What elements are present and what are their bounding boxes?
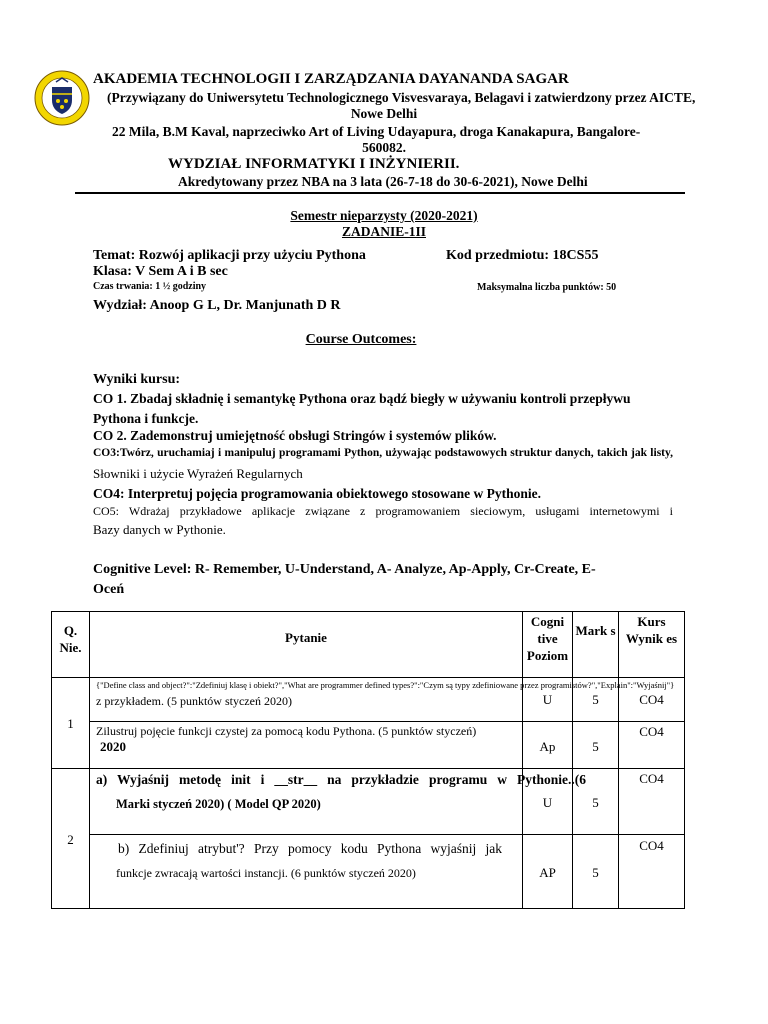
header-outcome: Kurs Wynik es — [625, 614, 678, 646]
institution-name: AKADEMIA TECHNOLOGII I ZARZĄDZANIA DAYANANDA SAGAR — [93, 71, 569, 87]
marks-value: 5 — [592, 692, 599, 707]
course-outcomes-heading: Course Outcomes: — [305, 332, 417, 347]
header-marks: Mark s — [575, 623, 616, 638]
max-marks: Maksymalna liczba punktów: 50 — [477, 282, 617, 293]
outcome-co1: CO 1. Zbadaj składnię i semantykę Pythona oraz bądź biegły w używaniu kontroli przepływu Pythona i funkcje. — [93, 391, 631, 426]
subject-line: Temat: Rozwój aplikacji przy użyciu Pythona — [93, 248, 366, 263]
outcome-co3-cont: Słowniki i użycie Wyrażeń Regularnych — [93, 466, 303, 481]
question-text-cont: funkcje zwracają wartości instancji. (6 punktów styczeń 2020) — [116, 866, 416, 880]
course-outcome: CO4 — [639, 692, 664, 707]
outcome-co5: CO5: Wdrażaj przykładowe aplikacje związane z programowaniem sieciowym, usługami internetowymi i — [93, 504, 673, 518]
marks-value: 5 — [592, 739, 599, 754]
class-line: Klasa: V Sem A i B sec — [93, 264, 228, 279]
semester-title: Semestr nieparzysty (2020-2021) — [290, 208, 478, 223]
question-text: Zilustruj pojęcie funkcji czystej za pomocą kodu Pythona. (5 punktów styczeń) — [96, 724, 477, 738]
cognitive-levels: Cognitive Level: R- Remember, U-Understand, A- Analyze, Ap-Apply, Cr-Create, E-Oceń — [93, 562, 596, 597]
outcomes-intro: Wyniki kursu: — [93, 372, 181, 387]
header-divider — [75, 192, 685, 194]
marks-value: 5 — [592, 795, 599, 810]
cognitive-level: U — [542, 692, 553, 707]
question-text-cont: 2020 — [100, 739, 126, 754]
affiliation-text: (Przywiązany do Uniwersytetu Technologicznego Visvesvaraya, Belagavi i zatwierdzony przez AICTE, — [107, 90, 696, 105]
accreditation-text: Akredytowany przez NBA na 3 lata (26-7-18 do 30-6-2021), Nowe Delhi — [178, 174, 588, 189]
course-outcome: CO4 — [639, 724, 664, 739]
outcome-co3: CO3:Twórz, uruchamiaj i manipuluj programami Python, używając podstawowych struktur danych, takich jak listy, — [93, 447, 673, 459]
question-text: b) Zdefiniuj atrybut'? Przy pomocy kodu Pythona wyjaśnij jak — [118, 841, 502, 856]
cognitive-level: AP — [539, 865, 556, 880]
question-text-cont: Marki styczeń 2020) ( Model QP 2020) — [116, 797, 321, 811]
question-text: a) Wyjaśnij metodę init i __str__ na przykładzie programu w Pythonie..(6 — [96, 772, 586, 787]
subject-code: Kod przedmiotu: 18CS55 — [446, 248, 599, 263]
header-question: Pytanie — [285, 630, 327, 645]
department-name: WYDZIAŁ INFORMATYKI I INŻYNIERII. — [168, 156, 460, 172]
cognitive-level: U — [542, 795, 553, 810]
course-outcome: CO4 — [639, 838, 664, 853]
question-number: 2 — [67, 832, 74, 847]
cognitive-level: Ap — [539, 739, 556, 754]
outcome-co4: CO4: Interpretuj pojęcia programowania obiektowego stosowane w Pythonie. — [93, 486, 541, 501]
question-text: z przykładem. (5 punktów styczeń 2020) — [96, 694, 292, 708]
address-line-1: 22 Mila, B.M Kaval, naprzeciwko Art of Living Udayapura, droga Kanakapura, Bangalore- — [112, 124, 641, 139]
header-cognitive: Cogni tive Poziom — [526, 614, 569, 663]
marks-value: 5 — [592, 865, 599, 880]
duration-line: Czas trwania: 1 ½ godziny — [93, 281, 207, 292]
faculty-line: Wydział: Anoop G L, Dr. Manjunath D R — [93, 298, 341, 313]
question-raw-text: {"Define class and object?":"Zdefiniuj klasę i obiekt?","What are programmer defined types?":"Czym są typy zdefiniowane przez programistów?","Explain":"Wyjaśnij"} — [96, 680, 675, 690]
question-number: 1 — [67, 716, 74, 731]
assignment-title: ZADANIE-1II — [341, 224, 426, 239]
outcome-co2: CO 2. Zademonstruj umiejętność obsługi Stringów i systemów plików. — [93, 428, 497, 443]
header-qno: Q. Nie. — [59, 623, 82, 655]
affiliation-city: Nowe Delhi — [350, 106, 418, 121]
address-line-2: 560082. — [362, 140, 406, 155]
course-outcome: CO4 — [639, 771, 664, 786]
outcome-co5-cont: Bazy danych w Pythonie. — [93, 522, 226, 537]
